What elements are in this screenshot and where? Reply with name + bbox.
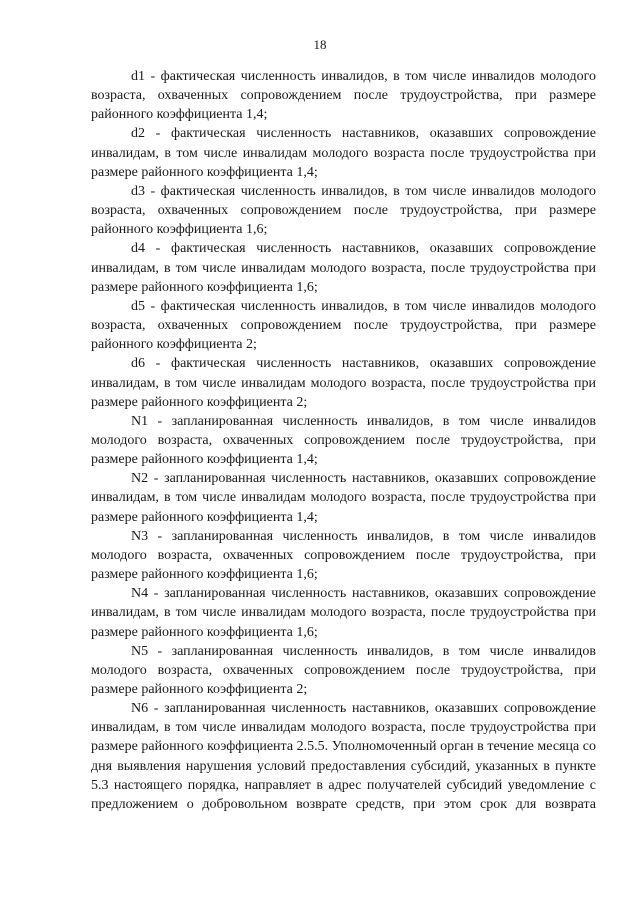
paragraph-d5: d5 - фактическая численность инвалидов, в том числе инвалидов молодого возраста, охваченных сопровождением после трудоустройства, при размере районного коэффициента 2; [91, 298, 596, 353]
paragraph-d2: d2 - фактическая численность наставников, оказавших сопровождение инвалидам, в том числе инвалидам молодого возраста после трудоустройства при размере районного коэффициента 1,4; [91, 126, 596, 180]
page-number: 18 [313, 37, 327, 52]
paragraph-d3: d3 - фактическая численность инвалидов, в том числе инвалидов молодого возраста, охваченных сопровождением после трудоустройства, при размере районного коэффициента 1,6; [91, 183, 596, 238]
paragraph-n6: N6 - запланированная численность наставников, оказавших сопровождение инвалидам, в том числе инвалидам молодого возраста, после трудоустройства при размере районного коэффициента 2.5.5. Уполномоченный орган в течение месяца со дня выявления нарушения условий предоставления субсидий, указанных в пункте 5.3 настоящего порядка, направляет в адрес получателей субсидий уведомление с предложением о добровольном возврате средств, при этом срок для возврата [91, 701, 596, 812]
paragraph-d1: d1 - фактическая численность инвалидов, в том числе инвалидов молодого возраста, охваченных сопровождением после трудоустройства, при размере районного коэффициента 1,4; [91, 69, 596, 123]
paragraph-d6: d6 - фактическая численность наставников, оказавших сопровождение инвалидам, в том числе инвалидам молодого возраста, после трудоустройства при размере районного коэффициента 2; [91, 356, 596, 410]
document-body [91, 67, 596, 814]
paragraph-n3: N3 - запланированная численность инвалидов, в том числе инвалидов молодого возраста, охваченных сопровождением после трудоустройства, при размере районного коэффициента 1,6; [91, 528, 596, 583]
paragraph-n1: N1 - запланированная численность инвалидов, в том числе инвалидов молодого возраста, охваченных сопровождением после трудоустройства, при размере районного коэффициента 1,4; [91, 413, 596, 468]
paragraph-d4: d4 - фактическая численность наставников, оказавших сопровождение инвалидам, в том числе инвалидам молодого возраста, после трудоустройства при размере районного коэффициента 1,6; [91, 241, 596, 295]
paragraph-n2: N2 - запланированная численность наставников, оказавших сопровождение инвалидам, в том числе инвалидам молодого возраста, после трудоустройства при размере районного коэффициента 1,4; [91, 471, 596, 525]
paragraph-n4: N4 - запланированная численность наставников, оказавших сопровождение инвалидам, в том числе инвалидам молодого возраста, после трудоустройства при размере районного коэффициента 1,6; [91, 586, 596, 640]
paragraph-n5: N5 - запланированная численность инвалидов, в том числе инвалидов молодого возраста, охваченных сопровождением после трудоустройства, при размере районного коэффициента 2; [91, 643, 596, 697]
